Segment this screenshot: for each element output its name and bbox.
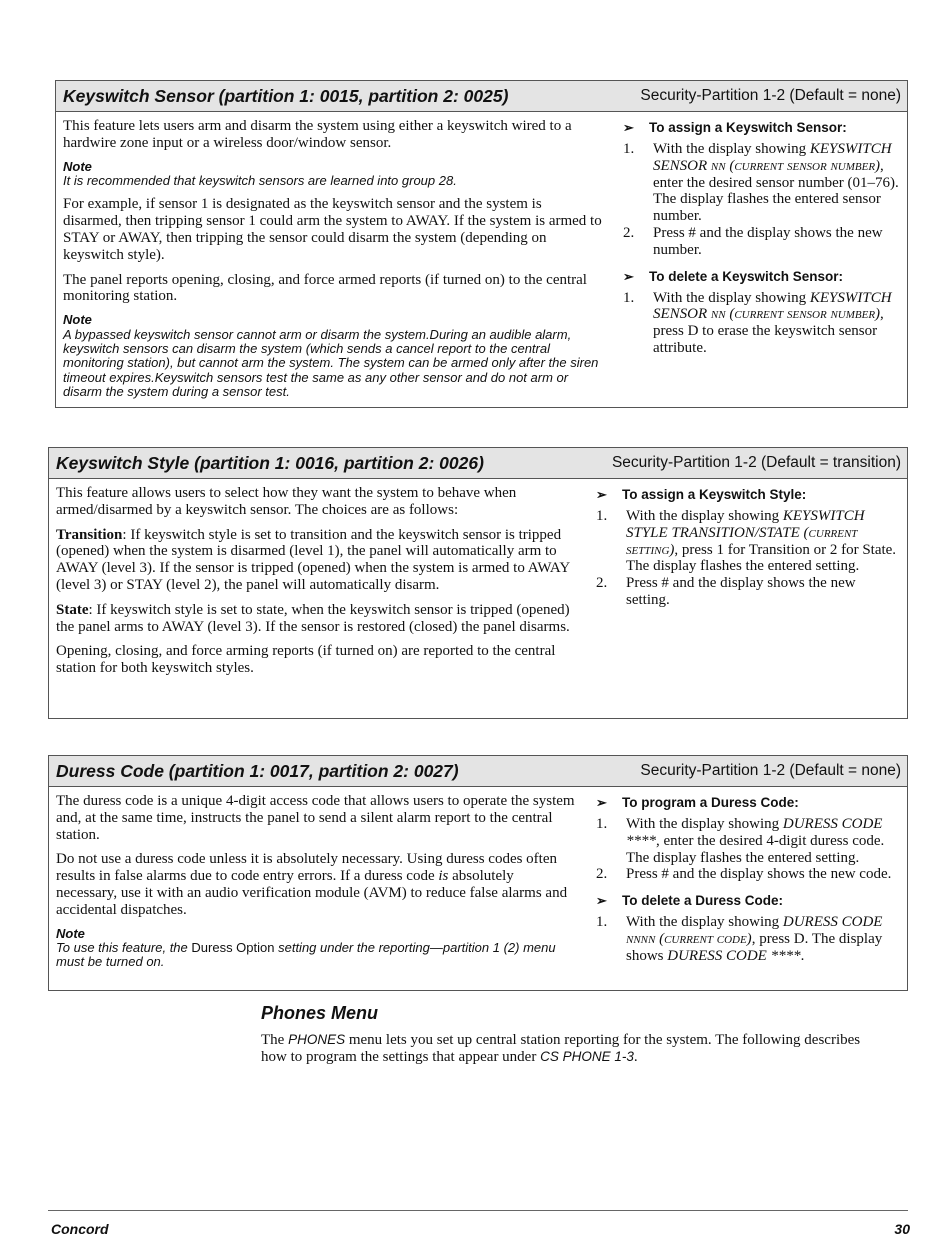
keyswitch-style-description (56, 485, 576, 685)
duress-code-box (48, 755, 908, 991)
display-text: DURESS CODE **** (667, 947, 801, 964)
keyswitch-style-header (49, 448, 907, 479)
paragraph: This feature lets users arm and disarm the system using either a keyswitch wired to a hardwire zone input or a wireless door/window sensor. (63, 118, 572, 151)
paragraph: Opening, closing, and force arming reports (if turned on) are reported to the central station for both keyswitch styles. (56, 643, 556, 677)
step-heading (596, 795, 899, 811)
paragraph: For example, if sensor 1 is designated as the keyswitch sensor and the system is disarmed, then tripping sensor 1 could arm the system to AWAY. If the system is armed to STAY or AWAY, then tripping the sensor could disarm the system (depending on keyswitch style). (63, 196, 602, 263)
note (63, 160, 603, 189)
step-text: Press # and the display shows the new code. (626, 866, 892, 883)
emphasis: is (438, 868, 449, 885)
step-number: 1. (596, 816, 608, 832)
note-text: A bypassed keyswitch sensor cannot arm or disarm the system.During an audible alarm, keyswitch sensors can disarm the system (which sends a cancel report to the central monitoring station), but cannot arm the system. The system can be armed only after the siren timeout expires.Keyswitch sensors test the same as any other sensor and do not arm or disarm the system during a sensor test. (63, 326, 599, 400)
arrow-bullet-icon: ➢ (623, 120, 634, 135)
step-heading-text: To assign a Keyswitch Style: (622, 487, 807, 502)
step-heading-text: To assign a Keyswitch Sensor: (649, 120, 847, 135)
arrow-bullet-icon: ➢ (596, 795, 607, 810)
step-heading (623, 269, 899, 285)
step-text: Press # and the display shows the new number. (653, 224, 883, 258)
step-heading-text: To delete a Keyswitch Sensor: (649, 268, 844, 284)
keyswitch-style-body (49, 479, 907, 693)
term: State (56, 601, 89, 618)
display-text: DURESS CODE nnnn (current code) (626, 914, 883, 947)
keyswitch-sensor-body (56, 112, 907, 416)
step-text: With the display showing DURESS CODE ****, enter the desired 4-digit duress code. The display flashes the entered setting. (626, 816, 885, 866)
keyswitch-style-title: Keyswitch Style (partition 1: 0016, partition 2: 0026) (56, 452, 484, 473)
paragraph: State: If keyswitch style is set to state, when the keyswitch sensor is tripped (opened) the panel arms to AWAY (level 3). If the sensor is restored (closed) the panel disarms. (56, 601, 570, 635)
step-list (623, 290, 899, 357)
note-text: To use this feature, the Duress Option setting under the reporting—partition 1 (2) menu must be turned on. (56, 939, 556, 970)
step-text: With the display showing KEYSWITCH STYLE TRANSITION/STATE (current setting), press 1 for Transition or 2 for State. The display flashes the entered setting. (626, 508, 897, 575)
note (56, 927, 576, 970)
display-text: KEYSWITCH STYLE TRANSITION/STATE (current setting) (626, 508, 865, 558)
term: Transition (56, 526, 123, 543)
step-heading (623, 120, 899, 136)
menu-item-name: CS PHONE 1-3 (540, 1048, 634, 1064)
keyswitch-sensor-header (56, 81, 907, 112)
step-number: 1. (596, 914, 608, 931)
footer-divider (48, 1210, 908, 1211)
keyswitch-sensor-box (55, 80, 908, 408)
keyswitch-sensor-subtitle: Security-Partition 1-2 (Default = none) (640, 87, 901, 104)
step-item (596, 575, 899, 609)
paragraph: Do not use a duress code unless it is absolutely necessary. Using duress codes often results in false alarms due to code entry errors. If a duress code is absolutely necessary, use it with an audio verification module (AVM) to reduce false alarms and accidental dispatches. (56, 851, 568, 918)
display-text: KEYSWITCH SENSOR nn (current sensor number) (653, 141, 892, 174)
step-text: With the display showing DURESS CODE nnnn (current code), press D. The display shows DURESS CODE ****. (626, 914, 883, 964)
step-heading (596, 487, 899, 503)
keyswitch-sensor-title: Keyswitch Sensor (partition 1: 0015, partition 2: 0025) (63, 85, 509, 106)
keyswitch-sensor-description (63, 118, 603, 408)
keyswitch-style-steps (576, 485, 899, 685)
duress-code-description (56, 793, 576, 978)
step-item (623, 225, 899, 259)
menu-name: reporting—partition 1 (2) (378, 939, 520, 955)
step-number: 1. (596, 508, 608, 524)
note-text: It is recommended that keyswitch sensors are learned into group 28. (63, 173, 457, 188)
paragraph: This feature allows users to select how they want the system to behave when armed/disarmed by a keyswitch sensor. The choices are as follows: (56, 485, 517, 518)
duress-code-title: Duress Code (partition 1: 0017, partition 2: 0027) (56, 760, 459, 781)
duress-code-body (49, 787, 907, 986)
step-heading-text: To program a Duress Code: (622, 795, 799, 810)
duress-code-subtitle: Security-Partition 1-2 (Default = none) (640, 762, 901, 779)
step-item (623, 141, 899, 225)
phones-menu-title: Phones Menu (261, 1003, 379, 1023)
step-list (623, 141, 899, 259)
display-text: KEYSWITCH SENSOR nn (current sensor number) (653, 289, 892, 323)
step-number: 2. (596, 575, 608, 592)
step-item (596, 816, 899, 866)
duress-code-steps (576, 793, 899, 978)
keyswitch-style-subtitle: Security-Partition 1-2 (Default = transition) (611, 454, 901, 471)
step-item (596, 508, 899, 575)
phones-menu-text: The PHONES menu lets you set up central station reporting for the system. The following describes how to program the settings that appear under CS PHONE 1-3. (261, 1032, 861, 1065)
step-number: 1. (623, 141, 635, 157)
keyswitch-sensor-steps (603, 118, 899, 408)
paragraph: Transition: If keyswitch style is set to transition and the keyswitch sensor is tripped (opened) when the system is disarmed (level 1), the panel will automatically arm to AWAY (level 3). If the sensor is tripped (opened) when the system is armed to AWAY (level 3) or STAY (level 2), the panel will automatically disarm. (56, 526, 570, 593)
step-text: With the display showing KEYSWITCH SENSOR nn (current sensor number), press D to erase the keyswitch sensor attribute. (653, 289, 892, 356)
footer-product-name: Concord (51, 1221, 109, 1237)
paragraph: The panel reports opening, closing, and force armed reports (if turned on) to the central monitoring station. (63, 271, 587, 305)
keyswitch-style-box (48, 447, 908, 719)
note-label: Note (63, 312, 92, 328)
step-list (596, 816, 899, 883)
arrow-bullet-icon: ➢ (623, 268, 634, 284)
menu-name: PHONES (288, 1032, 346, 1047)
note (63, 313, 603, 399)
page-number: 30 (894, 1221, 910, 1237)
step-text: With the display showing KEYSWITCH SENSOR nn (current sensor number), enter the desired sensor number (01–76). The display flashes the entered sensor number. (653, 141, 899, 225)
step-text: Press # and the display shows the new setting. (626, 575, 856, 608)
step-number: 2. (596, 866, 608, 883)
option-name: Duress Option (191, 939, 275, 955)
step-number: 2. (623, 224, 635, 241)
step-item (596, 866, 899, 883)
arrow-bullet-icon: ➢ (596, 487, 607, 502)
note-label: Note (56, 925, 85, 941)
step-item (623, 290, 899, 357)
paragraph: The duress code is a unique 4-digit access code that allows users to operate the system and, at the same time, instructs the panel to send a silent alarm report to the central station. (56, 793, 575, 843)
arrow-bullet-icon: ➢ (596, 893, 607, 909)
display-text: DURESS CODE **** (626, 816, 883, 849)
step-heading (596, 893, 899, 909)
step-item (596, 914, 899, 964)
step-list (596, 914, 899, 964)
step-number: 1. (623, 289, 635, 306)
step-heading-text: To delete a Duress Code: (622, 893, 784, 909)
duress-code-header (49, 756, 907, 787)
note-label: Note (63, 158, 92, 174)
step-list (596, 508, 899, 609)
